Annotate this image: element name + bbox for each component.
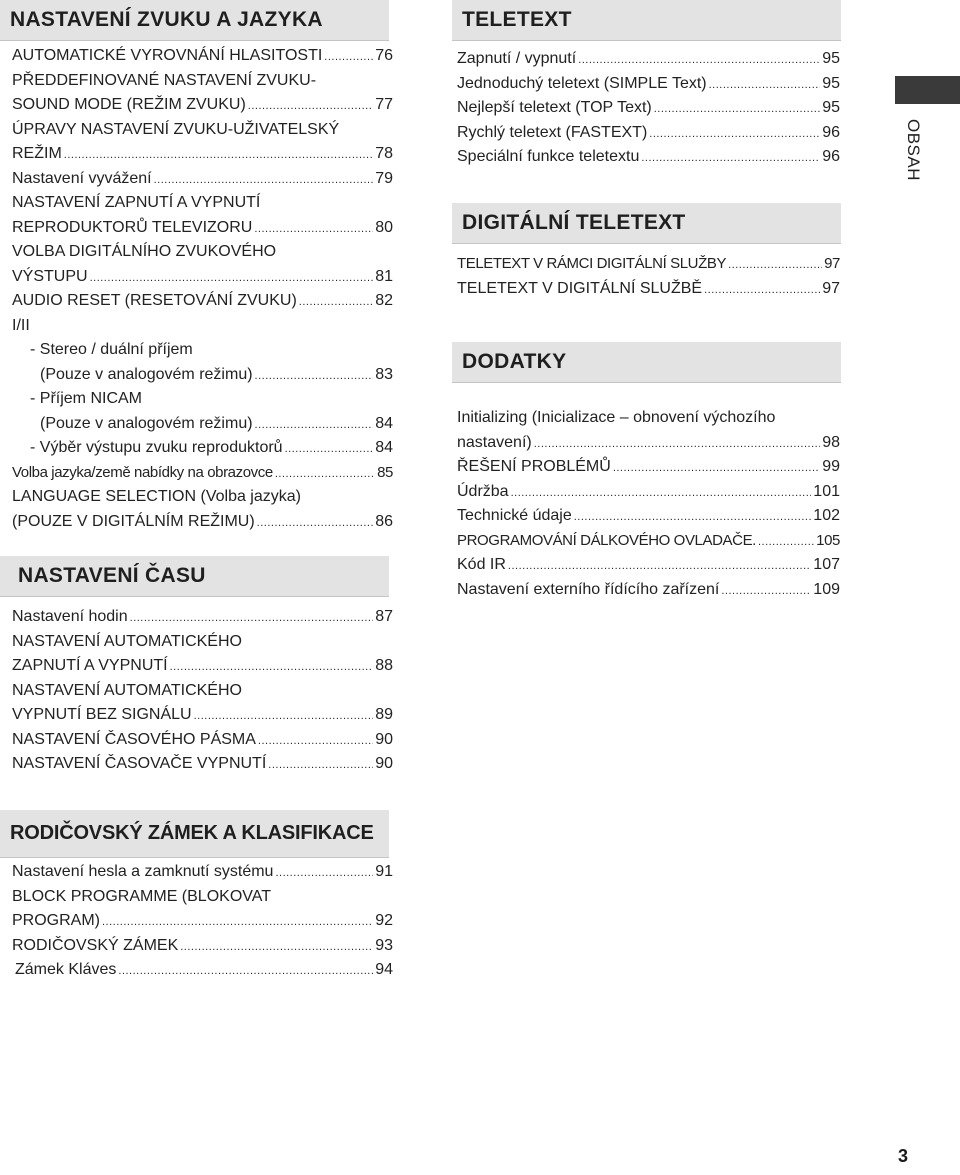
toc-page-number: 99 [822,458,840,475]
toc-entry[interactable] [12,93,393,118]
toc-entry[interactable] [12,142,393,167]
toc-page-number: 90 [375,730,393,748]
toc-page-number: 76 [375,47,393,64]
toc-entry-text: - Výběr výstupu zvuku reproduktorů [30,439,283,456]
toc-entry-text: Jednoduchý teletext (SIMPLE Text) [457,74,707,92]
toc-entry-text: NASTAVENÍ AUTOMATICKÉHO [12,632,242,650]
toc-page-number: 77 [375,96,393,113]
toc-page-number: 80 [375,218,393,236]
toc-page-number: 90 [375,755,393,772]
toc-entry-text: AUDIO RESET (RESETOVÁNÍ ZVUKU) [12,292,297,309]
toc-list-teletext [457,47,840,170]
toc-entry[interactable] [12,265,393,290]
toc-entry[interactable] [457,47,840,72]
toc-entry-text: ŘEŠENÍ PROBLÉMŮ [457,458,611,475]
toc-list-appendix [457,406,840,602]
toc-entry[interactable] [12,909,393,934]
toc-entry-text: VÝSTUPU [12,267,88,285]
toc-page-number: 95 [822,50,840,67]
toc-entry[interactable] [12,191,393,216]
toc-page-number: 81 [375,267,393,285]
toc-entry[interactable] [12,752,393,777]
toc-entry[interactable] [457,252,840,277]
toc-entry-text: AUTOMATICKÉ VYROVNÁNÍ HLASITOSTI [12,47,323,64]
toc-entry-text: VYPNUTÍ BEZ SIGNÁLU [12,706,192,723]
toc-entry[interactable] [12,289,393,314]
toc-page-number: 91 [375,863,393,880]
toc-entry-text: PROGRAMOVÁNÍ DÁLKOVÉHO OVLADAČE. [457,531,756,549]
toc-entry[interactable] [12,679,393,704]
side-tab-label [893,120,933,180]
toc-entry[interactable] [457,145,840,170]
toc-page-number: 96 [822,148,840,165]
toc-page-number: 83 [375,365,393,383]
toc-entry-text: Nastavení hodin [12,608,128,625]
section-heading-appendix: DODATKY [452,342,841,383]
toc-entry-text: Kód IR [457,556,506,573]
toc-entry-text: Volba jazyka/země nabídky na obrazovce [12,463,273,481]
toc-entry[interactable] [12,44,393,69]
toc-entry[interactable] [12,728,393,753]
toc-page-number: 105 [816,531,840,549]
toc-entry[interactable] [12,167,393,192]
toc-entry-text: Initializing (Inicializace – obnovení výchozího [457,409,776,426]
toc-list-sound-language [12,44,393,534]
toc-page-number: 101 [813,482,840,500]
toc-entry-text: I/II [12,316,30,334]
toc-entry-text: RODIČOVSKÝ ZÁMEK [12,936,179,954]
section-heading-time: NASTAVENÍ ČASU [0,556,389,597]
toc-page-number: 107 [813,556,840,573]
toc-page-number: 95 [822,99,840,116]
toc-entry-text: Údržba [457,482,509,500]
toc-list-time [12,605,393,777]
toc-entry[interactable] [12,958,393,983]
toc-entry-text: TELETEXT V RÁMCI DIGITÁLNÍ SLUŽBY [457,255,727,272]
toc-entry-text: BLOCK PROGRAMME (BLOKOVAT [12,887,272,905]
toc-entry-text: Zámek Kláves [15,961,117,978]
toc-entry[interactable] [457,96,840,121]
toc-entry-text: SOUND MODE (REŽIM ZVUKU) [12,96,246,113]
toc-entry-text: VOLBA DIGITÁLNÍHO ZVUKOVÉHO [12,243,277,260]
toc-entry-text: NASTAVENÍ ČASOVAČE VYPNUTÍ [12,755,267,772]
toc-entry[interactable] [12,510,393,535]
toc-entry[interactable] [12,338,393,363]
toc-entry[interactable] [12,934,393,959]
toc-entry-text: Nastavení externího řídícího zařízení [457,580,720,598]
toc-entry[interactable] [12,630,393,655]
section-heading-sound-language: NASTAVENÍ ZVUKU A JAZYKA [0,0,389,41]
toc-entry[interactable] [457,480,840,505]
toc-entry-text: Nastavení vyvážení [12,169,152,187]
toc-page-number: 78 [375,145,393,162]
toc-entry-text: REŽIM [12,145,62,162]
toc-entry[interactable] [457,578,840,603]
toc-entry-text: ZAPNUTÍ A VYPNUTÍ [12,657,168,674]
toc-entry[interactable] [12,703,393,728]
toc-page-number: 84 [375,439,393,456]
toc-entry[interactable] [12,605,393,630]
toc-page-number: 95 [822,74,840,92]
toc-page-number: 97 [824,255,840,272]
toc-entry-text: Technické údaje [457,507,572,524]
section-heading-digital-teletext: DIGITÁLNÍ TELETEXT [452,203,841,244]
toc-entry[interactable] [457,406,840,431]
toc-entry-text: TELETEXT V DIGITÁLNÍ SLUŽBĚ [457,279,703,297]
toc-entry-text: NASTAVENÍ ČASOVÉHO PÁSMA [12,730,256,748]
toc-entry-text: REPRODUKTORŮ TELEVIZORU [12,218,253,236]
toc-entry-text: Rychlý teletext (FASTEXT) [457,123,648,141]
toc-entry[interactable] [12,860,393,885]
toc-entry[interactable] [457,121,840,146]
toc-entry-text: PROGRAM) [12,912,100,929]
toc-entry[interactable] [12,363,393,388]
toc-page-number: 79 [375,169,393,187]
toc-page-number: 96 [822,123,840,141]
side-tab-marker [895,76,960,104]
toc-entry[interactable] [12,314,393,339]
toc-entry[interactable] [12,216,393,241]
toc-page-number: 89 [375,706,393,723]
toc-entry[interactable] [457,277,840,302]
toc-entry-text: (POUZE V DIGITÁLNÍM REŽIMU) [12,512,255,530]
section-heading-parental-lock: RODIČOVSKÝ ZÁMEK A KLASIFIKACE [0,810,389,858]
toc-entry-text: NASTAVENÍ AUTOMATICKÉHO [12,681,242,699]
toc-entry-text: Nastavení hesla a zamknutí systému [12,863,274,880]
toc-entry-text: - Příjem NICAM [30,390,142,407]
toc-entry[interactable] [457,72,840,97]
toc-entry[interactable] [12,436,393,461]
toc-entry-text: NASTAVENÍ ZAPNUTÍ A VYPNUTÍ [12,194,261,211]
toc-entry[interactable] [457,504,840,529]
toc-page-number: 109 [813,580,840,598]
toc-page-number: 93 [375,936,393,954]
toc-page-number: 87 [375,608,393,625]
toc-entry[interactable] [12,387,393,412]
toc-entry-text: (Pouze v analogovém režimu) [40,414,253,432]
toc-entry-text: (Pouze v analogovém režimu) [40,365,253,383]
toc-page-number: 86 [375,512,393,530]
toc-entry-text: Nejlepší teletext (TOP Text) [457,99,652,116]
toc-page-number: 92 [375,912,393,929]
toc-entry[interactable] [457,455,840,480]
toc-page-number: 82 [375,292,393,309]
toc-page-number: 97 [822,279,840,297]
side-tab-text: OBSAH [904,118,923,182]
toc-page-number: 85 [377,463,393,481]
toc-page-number: 98 [822,433,840,451]
section-heading-teletext: TELETEXT [452,0,841,41]
toc-entry[interactable] [12,118,393,143]
toc-entry-text: LANGUAGE SELECTION (Volba jazyka) [12,488,301,505]
toc-entry-text: PŘEDDEFINOVANÉ NASTAVENÍ ZVUKU- [12,71,317,89]
toc-list-digital-teletext [457,252,840,301]
toc-page-number: 94 [375,961,393,978]
toc-entry-text: Zapnutí / vypnutí [457,50,577,67]
toc-entry[interactable] [12,240,393,265]
toc-entry[interactable] [12,485,393,510]
toc-page-number: 84 [375,414,393,432]
toc-page-number: 102 [813,507,840,524]
toc-entry[interactable] [12,461,393,486]
toc-list-parental-lock [12,860,393,983]
toc-entry-text: nastavení) [457,433,532,451]
toc-entry[interactable] [457,431,840,456]
toc-entry-text: ÚPRAVY NASTAVENÍ ZVUKU-UŽIVATELSKÝ [12,120,340,138]
page-number: 3 [897,1146,908,1166]
toc-entry[interactable] [457,553,840,578]
toc-page-number: 88 [375,657,393,674]
toc-entry[interactable] [12,412,393,437]
toc-entry[interactable] [12,69,393,94]
toc-entry-text: - Stereo / duální příjem [30,341,193,358]
toc-entry-text: Speciální funkce teletextu [457,148,640,165]
toc-entry[interactable] [12,654,393,679]
toc-entry[interactable] [12,885,393,910]
toc-entry[interactable] [457,529,840,554]
